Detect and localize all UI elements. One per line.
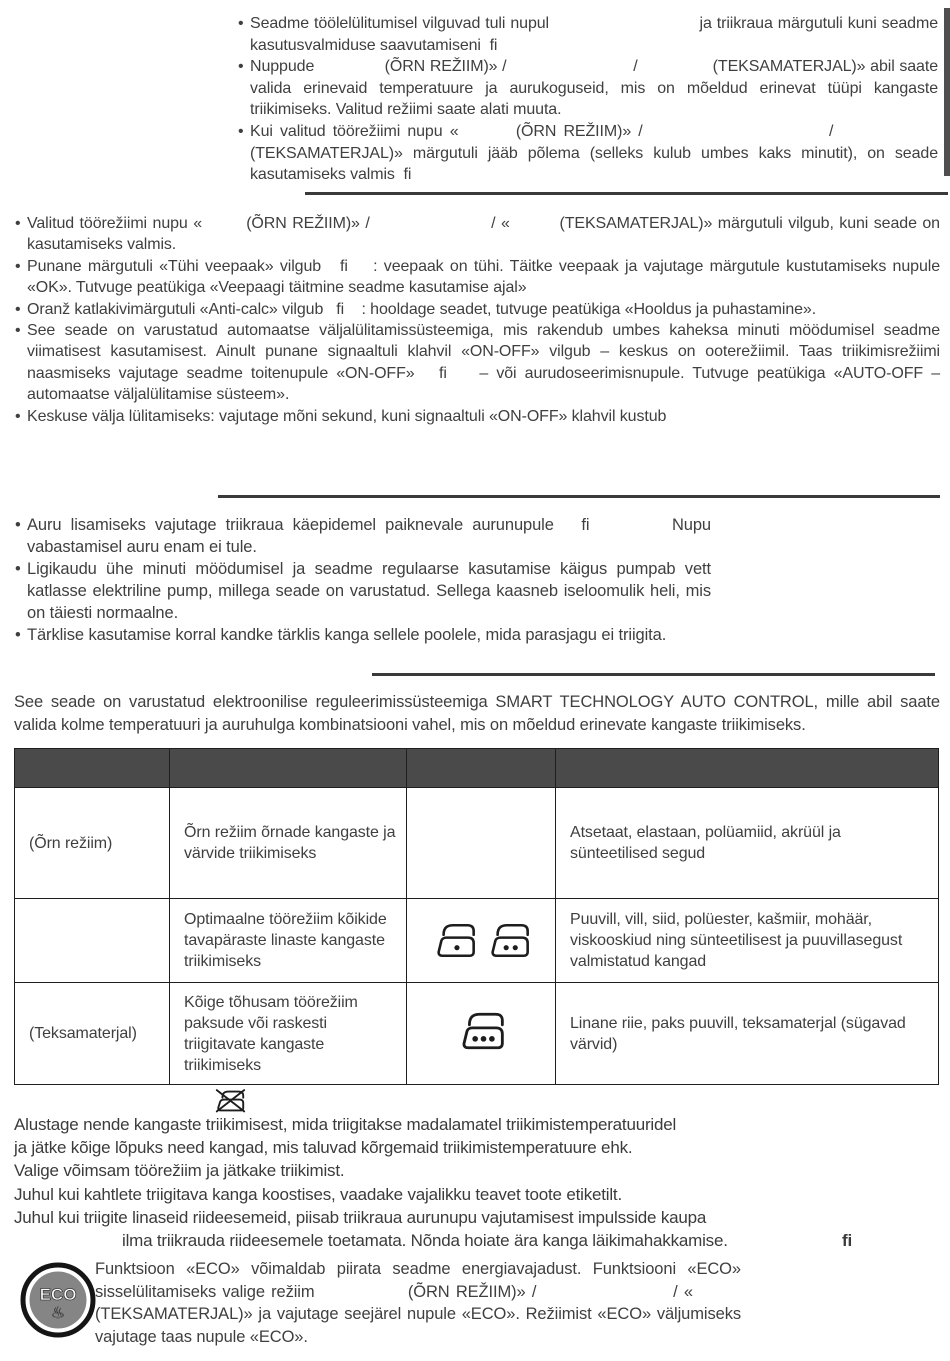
- mode-icon-cell: [407, 788, 556, 899]
- bullet-text: Keskuse välja lülitamiseks: vajutage mõni sekund, kuni signaaltuli «ON-OFF» klahvil kustub: [27, 407, 667, 425]
- mode-fabrics-cell: Puuvill, vill, siid, polüester, kašmiir, mohäär, viskooskiud ning sünteetilisest ja puuvillasegust valmistatud kangad: [556, 899, 939, 983]
- bullet-icon: •: [15, 560, 21, 578]
- eco-badge-icon: [20, 1262, 96, 1338]
- table-row: [15, 983, 939, 1085]
- section-divider: [305, 192, 948, 195]
- iron-three-dot-icon: [460, 1011, 506, 1051]
- list-item: [14, 624, 711, 646]
- mode-name-cell: [15, 899, 170, 983]
- advice-paragraph: [14, 1113, 940, 1252]
- list-item: [14, 256, 940, 299]
- mode-name-cell: (Teksamaterjal): [15, 983, 170, 1085]
- mode-fabrics-cell: Atsetaat, elastaan, polüamiid, akrüül ja sünteetilised segud: [556, 788, 939, 899]
- table-header-cell: [170, 749, 407, 788]
- bullet-icon: •: [15, 322, 21, 340]
- bullet-icon: •: [238, 15, 244, 32]
- bullet-icon: •: [15, 257, 21, 275]
- bullet-text: Ligikaudu ühe minuti möödumisel ja seadme regulaarse kasutamise käigus pumpab vett katlasse elektriline pump, millega seade on varustatud. Sellega kaasneb iseloomulik heli, mis on täiesti normaalne.: [27, 560, 711, 622]
- advice-line: Alustage nende kangaste triikimisest, mida triigitakse madalamatel triikimistemperatuuridel: [14, 1115, 677, 1134]
- list-item: [14, 213, 940, 256]
- bullet-text: Valitud töörežiimi nupu « (ÕRN REŽIIM)» / / « (TEKSAMATERJAL)» märgutuli vilgub, kuni seade on kasutamiseks valmis.: [27, 215, 940, 254]
- table-header-cell: [407, 749, 556, 788]
- bullet-icon: •: [238, 58, 244, 76]
- table-header-row: [15, 749, 939, 788]
- section-divider: [218, 495, 940, 498]
- bullet-text: Oranž katlakivimärgutuli «Anti-calc» vilgub fi : hooldage seadet, tutvuge peatükiga «Hooldus ja puhastamine».: [27, 300, 817, 318]
- list-item: [14, 514, 711, 558]
- eco-badge-label: ECO: [39, 1285, 77, 1304]
- mode-name-cell: (Õrn režiim): [15, 788, 170, 899]
- list-item: [237, 13, 938, 56]
- list-item: [237, 56, 938, 121]
- mode-icon-cell: [407, 899, 556, 983]
- list-item: [14, 406, 940, 427]
- mode-desc-cell: Kõige tõhusam töörežiim paksude või raskesti triigitavate kangaste triikimiseks: [170, 983, 407, 1085]
- bullet-text: Punane märgutuli «Tühi veepaak» vilgub fi : veepaak on tühi. Täitke veepaak ja vajutage märgutule kustutamiseks nupule «OK». Tutvuge peatükiga «Veepaagi täitmine seadme kasutamise ajal»: [27, 257, 940, 297]
- iron-two-dot-icon: [489, 922, 531, 959]
- bullet-text: Tärklise kasutamise korral kandke tärklis kanga sellele poolele, mida parasjagu ei triigita.: [27, 626, 667, 644]
- page-edge-bar: [944, 8, 950, 176]
- table-row: [15, 788, 939, 899]
- bullet-text: Nuppude (ÕRN REŽIIM)» / / (TEKSAMATERJAL)» abil saate valida erinevaid temperatuure ja aurukoguseid, mis on mõeldud erinevat tüüpi kangaste triikimiseks. Valitud režiimi saate alati muuta.: [250, 58, 938, 119]
- mode-desc-cell: Õrn režiim õrnade kangaste ja värvide triikimiseks: [170, 788, 407, 899]
- figure-reference: fi: [842, 1231, 852, 1251]
- list-item: [14, 299, 940, 320]
- mode-desc-cell: Optimaalne töörežiim kõikide tavapäraste linaste kangaste triikimiseks: [170, 899, 407, 983]
- bullet-text: Auru lisamiseks vajutage triikraua käepidemel paiknevale aurunupule fi Nupu vabastamisel auru enam ei tule.: [27, 516, 711, 556]
- table-header-cell: [556, 749, 939, 788]
- steam-icon: ♨: [50, 1303, 66, 1322]
- advice-line: ja jätke kõige lõpuks need kangad, mis taluvad kõrgemaid triikimistemperatuure ehk.: [14, 1138, 633, 1158]
- section-steam: [14, 514, 711, 646]
- eco-paragraph: Funktsioon «ECO» võimaldab piirata seadme energiavajadust. Funktsiooni «ECO» sisselülitamiseks valige režiim (ÕRN REŽIIM)» / / « (TEKSAMATERJAL)» ja vajutage seejärel nupule «ECO». Režiimist «ECO» väljumiseks vajutage taas nupule «ECO».: [95, 1260, 741, 1346]
- section-startup: [237, 13, 938, 186]
- bullet-text: Kui valitud töörežiimi nupu « (ÕRN REŽIIM)» / / (TEKSAMATERJAL)» märgutuli jääb põlema (selleks kulub umbes kaks minutit), on seade kasutamiseks valmis fi: [250, 122, 938, 184]
- mode-icon-cell: [407, 983, 556, 1085]
- ironing-modes-table: [14, 748, 939, 1085]
- list-item: [237, 121, 938, 186]
- bullet-icon: •: [15, 215, 21, 232]
- bullet-icon: •: [15, 516, 21, 534]
- smart-technology-paragraph: See seade on varustatud elektroonilise reguleerimissüsteemiga SMART TECHNOLOGY AUTO CONTROL, mille abil saate valida kolme temperatuuri ja auruhulga kombinatsiooni vahel, mis on mõeldud erinevate kangaste triikimiseks.: [14, 693, 940, 734]
- advice-line: Juhul kui triigite linaseid riideesemeid, piisab triikraua aurunupu vajutamisest impulsside kaupa: [14, 1207, 707, 1227]
- bullet-text: Seadme töölelülitumisel vilguvad tuli nupul ja triikraua märgutuli kuni seadme kasutusvalmiduse saavutamiseni fi: [250, 15, 938, 54]
- advice-line: Valige võimsam töörežiim ja jätkake triikimist.: [14, 1161, 345, 1181]
- mode-fabrics-cell: Linane riie, paks puuvill, teksamaterjal (sügavad värvid): [556, 983, 939, 1085]
- list-item: [14, 320, 940, 406]
- bullet-text: See seade on varustatud automaatse väljalülitamissüsteemiga, mis rakendub umbes kaheksa minuti möödumisel seadme viimatisest kasutamisest. Ainult punane signaaltuli klahvil «ON-OFF» vilgub – keskus on ooterežiimil. Taas triikimisrežiimi naasmiseks vajutage seadme toitenupule «ON-OFF» fi – või aurudoseerimisnupule. Tutvuge peatükiga «AUTO-OFF – automaatse väljalülitamise süsteem».: [27, 322, 940, 404]
- bullet-icon: •: [15, 407, 21, 425]
- iron-one-dot-icon: [435, 922, 477, 959]
- table-row: [15, 899, 939, 983]
- advice-line: Juhul kui kahtlete triigitava kanga koostises, vaadake vajalikku teavet toote etiketilt.: [14, 1184, 622, 1204]
- section-indicators: [14, 213, 940, 427]
- list-item: [14, 558, 711, 624]
- bullet-icon: •: [15, 300, 21, 318]
- section-divider: [372, 673, 935, 676]
- table-header-cell: [15, 749, 170, 788]
- advice-line: ilma triikrauda riideesemele toetamata. Nõnda hoiate ära kanga läikimahakkamise.: [122, 1231, 728, 1251]
- bullet-icon: •: [238, 122, 244, 140]
- bullet-icon: •: [15, 626, 21, 644]
